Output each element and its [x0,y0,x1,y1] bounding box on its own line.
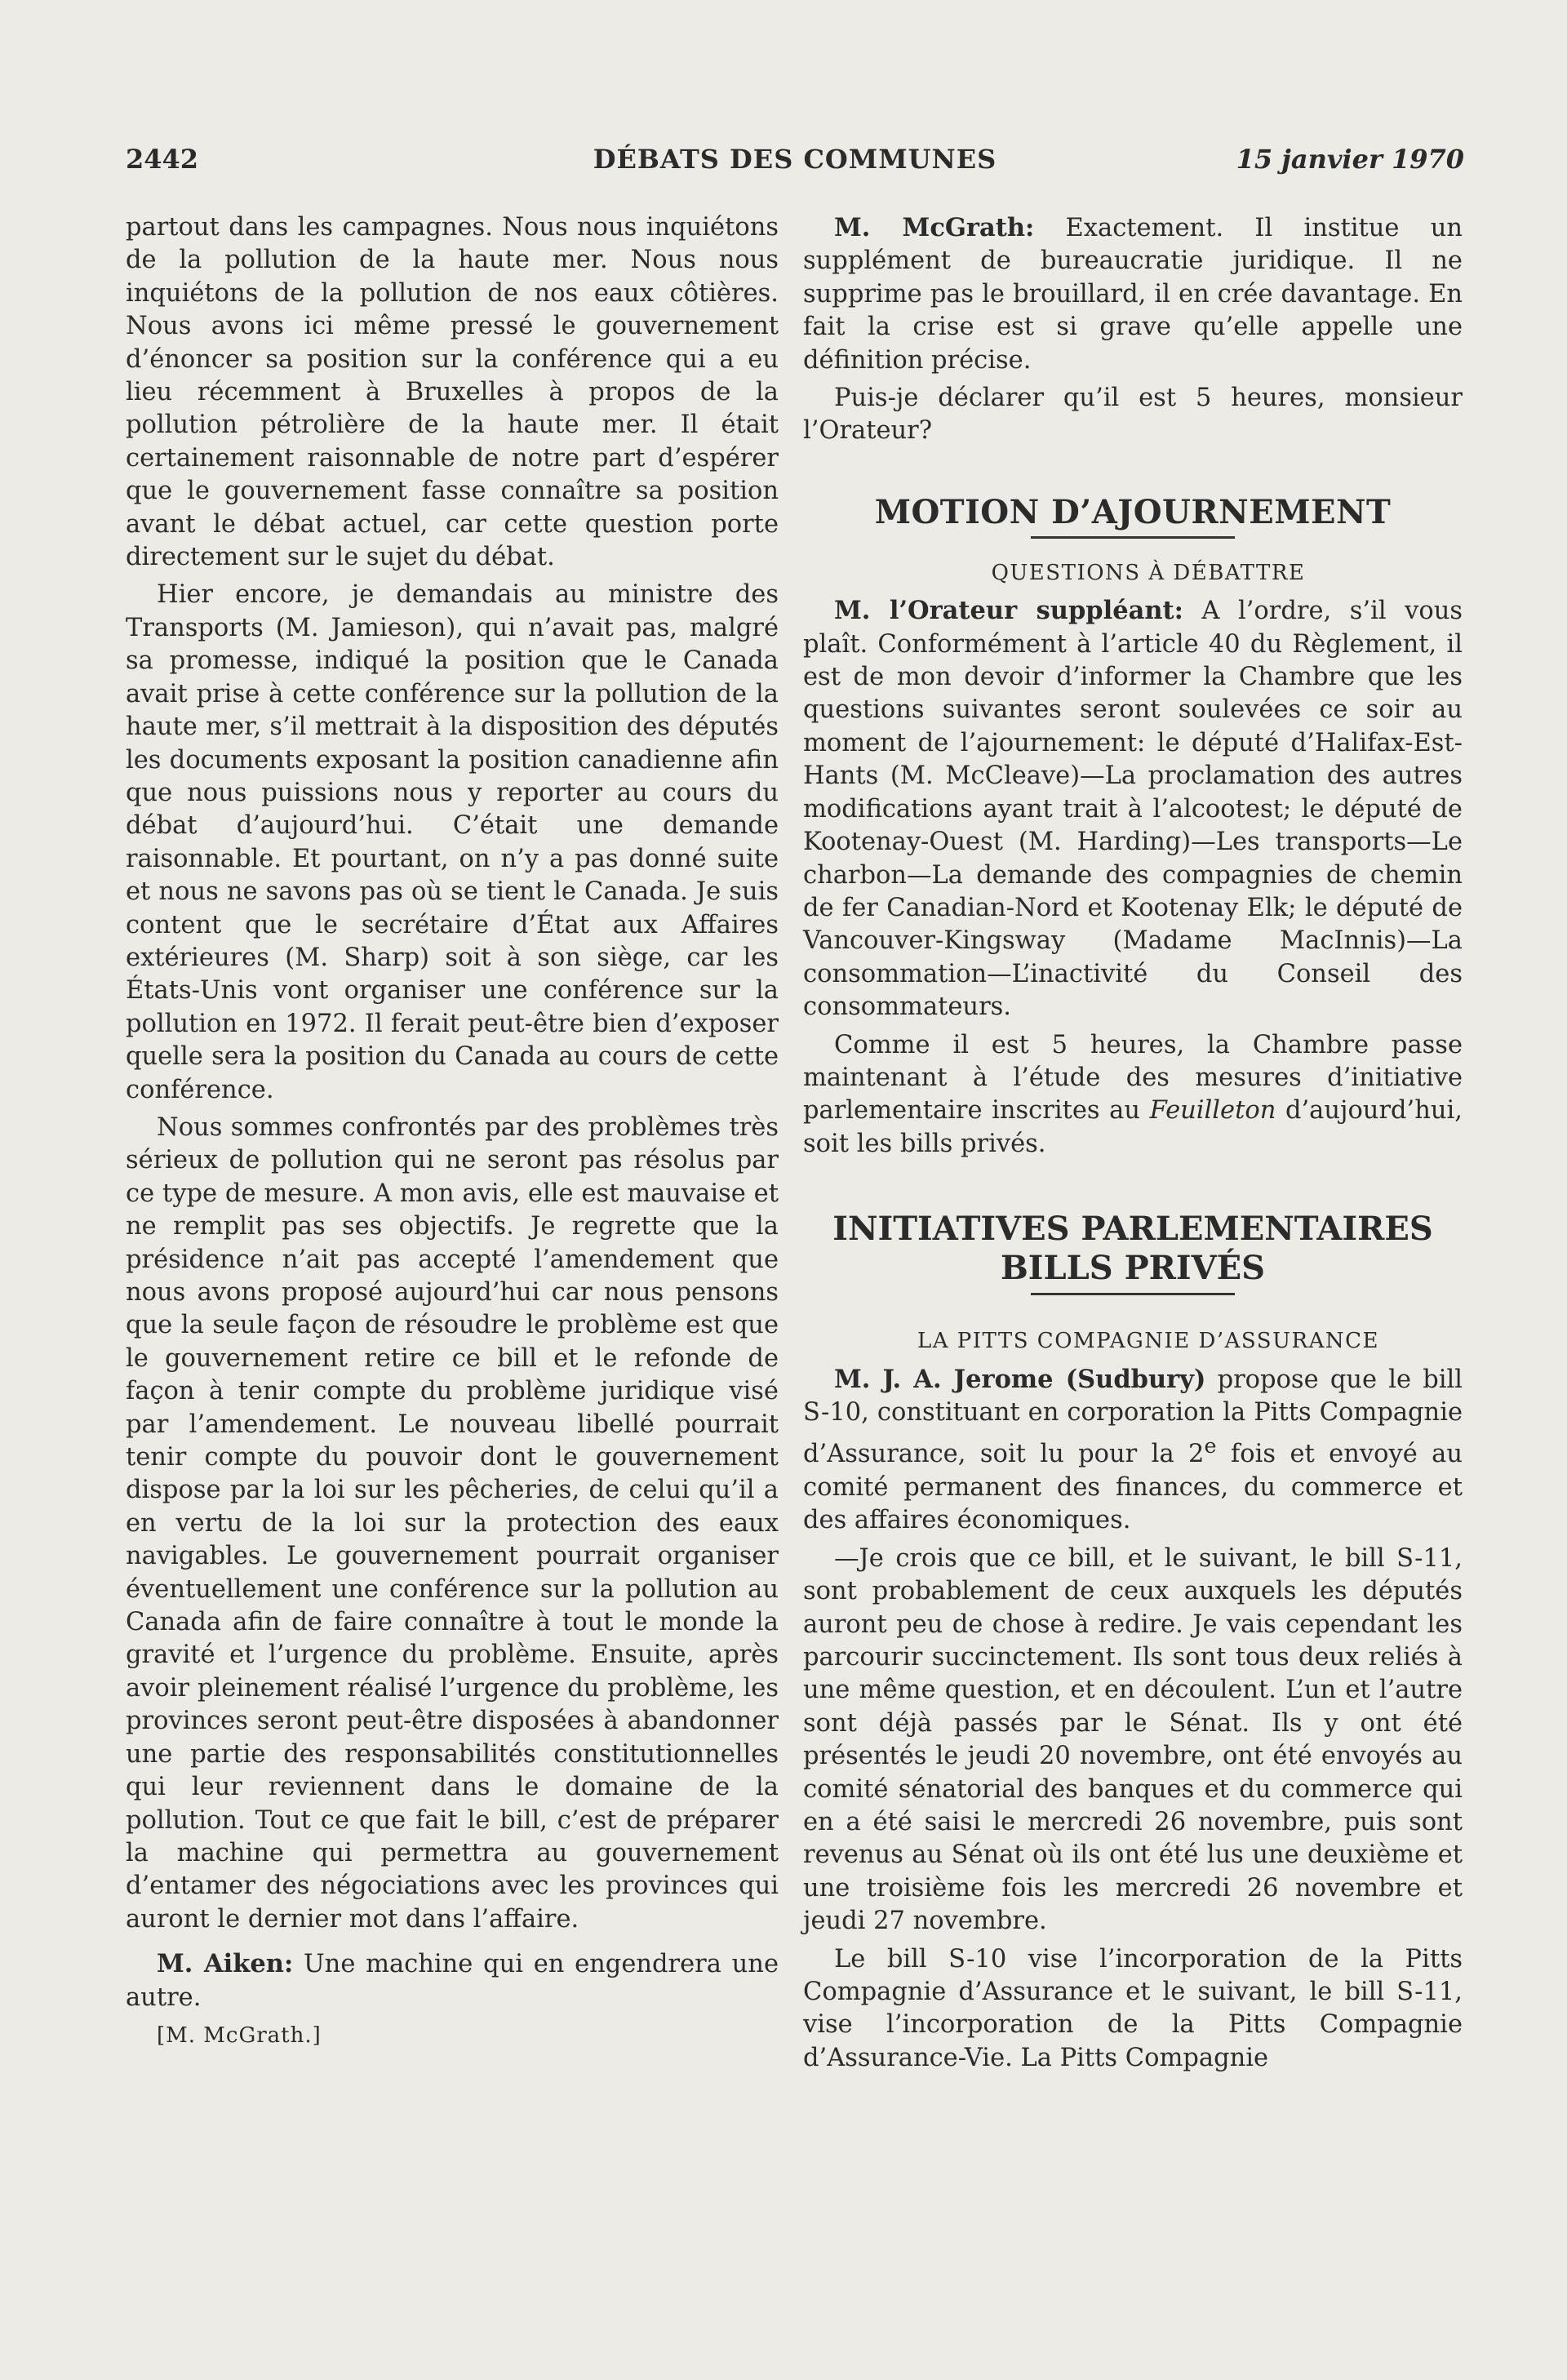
section-heading-initiatives [803,1210,1463,1288]
paragraph: Puis-je déclarer qu’il est 5 heures, monsieur l’Orateur? [803,384,1463,446]
issue-date: 15 janvier 1970 [1236,144,1464,175]
text-run: Comme il est 5 heures, la Chambre passe maintenant à l’étude des mesures d’initiative parlementaire inscrites au [803,1030,1463,1126]
speaker-name: M. Aiken: [157,1949,294,1979]
speech-aiken [126,1947,779,2014]
feuilleton-italic: Feuilleton [1149,1096,1276,1126]
heading-rule [1031,1293,1235,1295]
subheading-pitts: LA PITTS COMPAGNIE D’ASSURANCE [917,1329,1379,1354]
speaker-name: M. l’Orateur suppléant: [834,596,1183,626]
speech-text: A l’ordre, s’il vous plaît. Conformément à l’article 40 du Règlement, il est de mon devoir d’informer la Chambre que les questions suivantes seront soulevées ce soir au moment de l’ajournement: le député d’Halifax-Est-Hants (M. McCleave)—La proclamation des autres modifications ayant trait à l’alcootest; le député de Kootenay-Ouest (M. Harding)—Les transports—Le charbon—La demande des compagnies de chemin de fer Canadian-Nord et Kootenay Elk; le député de Vancouver-Kingsway (Madame MacInnis)—La consommation—L’inactivité du Conseil des consommateurs. [803,597,1463,1022]
subheading-questions: QUESTIONS À DÉBATTRE [991,560,1306,585]
heading-line: BILLS PRIVÉS [1000,1249,1266,1288]
speech-text: fois et envoyé au comité permanent des finances, du commerce et des affaires économiques. [803,1440,1463,1535]
section-heading-motion: MOTION D’AJOURNEMENT [874,492,1392,531]
paragraph: partout dans les campagnes. Nous nous inquiétons de la pollution de la haute mer. Nous nous inquiétons de la pollution de nos eaux côtières. Nous avons ici même pressé le gouvernement d’énoncer sa position sur la conférence qui a eu lieu récemment à Bruxelles à propos de la pollution pétrolière de la haute mer. Il était certainement raisonnable de notre part d’espérer que le gouvernement fasse connaître sa position avant le débat actuel, car cette question porte directement sur le sujet du débat. [126,213,779,572]
paragraph: Le bill S-10 vise l’incorporation de la Pitts Compagnie d’Assurance et le suivant, le bill S-11, vise l’incorporation de la Pitts Compagnie d’Assurance-Vie. La Pitts Compagnie [803,1944,1463,2072]
speaker-name: M. J. A. Jerome (Sudbury) [834,1364,1206,1394]
speech-text: Exactement. Il institue un supplément de bureaucratie juridique. Il ne supprime pas le brouillard, il en crée davantage. En fait la crise est si grave qu’elle appelle une définition précise. [803,214,1463,375]
text-run: d’aujourd’hui, soit les bills privés. [803,1096,1463,1158]
speech-text: propose que le bill S-10, constituant en corporation la Pitts Compagnie d’Assurance, soit lu pour la 2 [803,1365,1463,1469]
speech-jerome [803,1363,1463,1538]
continuation-speaker-note: [M. McGrath.] [157,2023,322,2048]
speech-text: Une machine qui en engendrera une autre. [126,1950,779,2012]
paragraph: Nous sommes confrontés par des problèmes très sérieux de pollution qui ne seront pas résolus par ce type de mesure. A mon avis, elle est mauvaise et ne remplit pas ses objectifs. Je regrette que la présidence n’ait pas accepté l’amendement que nous avons proposé aujourd’hui car nous pensons que la seule façon de résoudre le problème est que le gouvernement retire ce bill et le refonde de façon à tenir compte du problème juridique visé par l’amendement. Le nouveau libellé pourrait tenir compte du pouvoir dont le gouvernement dispose par la loi sur les pêcheries, de celui qu’il a en vertu de la loi sur la protection des eaux navigables. Le gouvernement pourrait organiser éventuellement une conférence sur la pollution au Canada afin de faire connaître à tout le monde la gravité et l’urgence du problème. Ensuite, après avoir pleinement réalisé l’urgence du problème, les provinces seront peut-être disposées à abandonner une partie des responsabilités constitutionnelles qui leur reviennent dans le domaine de la pollution. Tout ce que fait le bill, c’est de préparer la machine qui permettra au gouvernement d’entamer des négociations avec les provinces qui auront le dernier mot dans l’affaire. [126,1112,779,1934]
speech-mcgrath [803,211,1463,377]
right-column [803,211,1463,2080]
heading-rule [1031,536,1235,539]
paragraph: —Je crois que ce bill, et le suivant, le bill S-11, sont probablement de ceux auxquels les députés auront peu de chose à redire. Je vais cependant les parcourir succinctement. Ils sont tous deux reliés à une même question, et en découlent. L’un et l’autre sont déjà passés par le Sénat. Ils y ont été présentés le jeudi 20 novembre, ont été envoyés au comité sénatorial des banques et du commerce qui en a été saisi le mercredi 26 novembre, puis sont revenus au Sénat où ils ont été lus une deuxième et une troisième fois les mercredi 26 novembre et jeudi 27 novembre. [803,1543,1463,1936]
publication-title: DÉBATS DES COMMUNES [593,144,997,175]
heading-line: INITIATIVES PARLEMENTAIRES [832,1210,1433,1249]
speech-orateur [803,594,1463,1023]
left-column [126,211,779,2057]
paragraph [803,1029,1463,1161]
page-number: 2442 [126,144,199,175]
ordinal-superscript: e [1204,1433,1217,1459]
speaker-name: M. McGrath: [834,213,1035,242]
running-header [126,144,1464,184]
paragraph: Hier encore, je demandais au ministre des Transports (M. Jamieson), qui n’avait pas, malgré sa promesse, indiqué la position que le Canada avait prise à cette conférence sur la pollution de la haute mer, s’il mettrait à la disposition des députés les documents exposant la position canadienne afin que nous puissions nous y reporter au cours du débat d’aujourd’hui. C’était une demande raisonnable. Et pourtant, on n’y a pas donné suite et nous ne savons pas où se tient le Canada. Je suis content que le secrétaire d’État aux Affaires extérieures (M. Sharp) soit à son siège, car les États-Unis vont organiser une conférence sur la pollution en 1972. Il ferait peut-être bien d’exposer quelle sera la position du Canada au cours de cette conférence. [126,580,779,1104]
